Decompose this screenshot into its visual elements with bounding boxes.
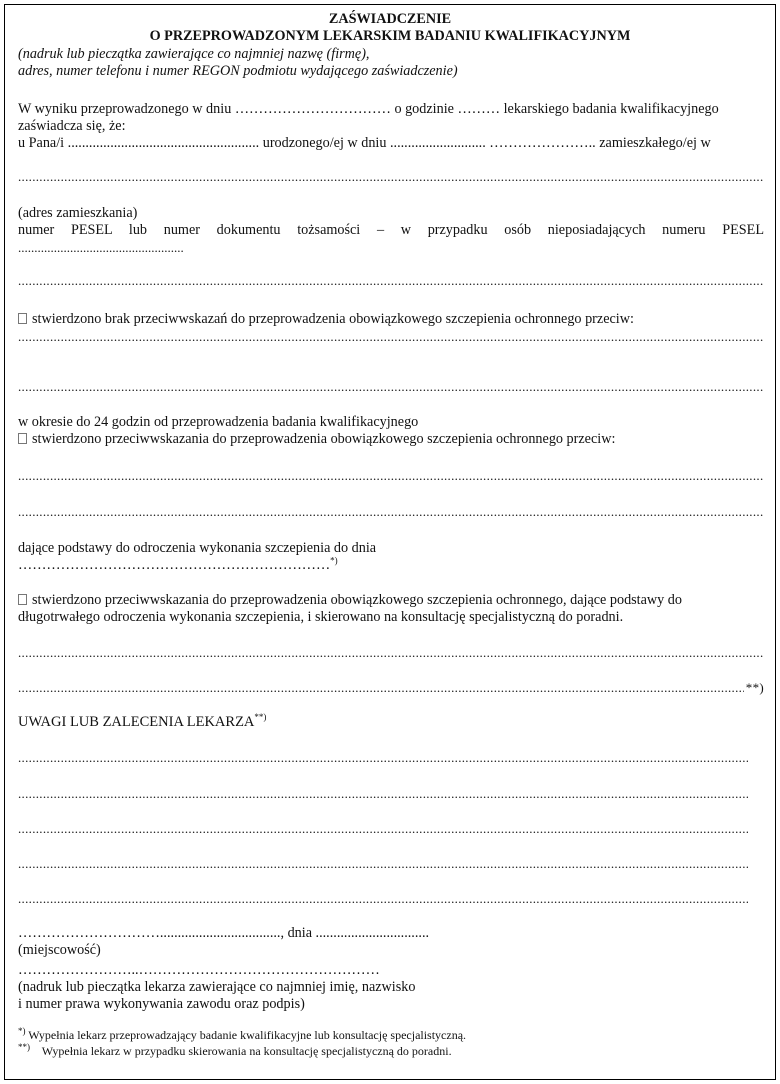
- footnote-marker-1: *): [330, 555, 338, 566]
- contraindications-label: stwierdzono przeciwwskazania do przeprowadzenia obowiązkowego szczepienia ochronnego przeciw:: [32, 431, 616, 447]
- checkbox-no-contraindications[interactable]: [18, 313, 27, 324]
- issuer-note-line-2: adres, numer telefonu i numer REGON podmiotu wydającego zaświadczenie): [18, 63, 458, 79]
- pesel-extra-field[interactable]: [18, 274, 764, 288]
- remarks-line-3[interactable]: [18, 822, 748, 836]
- place-date-line[interactable]: ………………………….................................., dnia ................................: [18, 925, 430, 941]
- certify-text: zaświadcza się, że:: [18, 118, 126, 134]
- postpone-date-field[interactable]: [18, 557, 338, 574]
- address-label: (adres zamieszkania): [18, 205, 138, 221]
- remarks-line-1[interactable]: [18, 751, 748, 765]
- address-field[interactable]: [18, 170, 764, 184]
- footnote-marker-2: **): [745, 681, 764, 695]
- long-term-contraindications-option[interactable]: [18, 592, 682, 609]
- footnote-2: [18, 1044, 452, 1058]
- contraindications-field-2[interactable]: [18, 505, 764, 519]
- within-24h-text: w okresie do 24 godzin od przeprowadzenia badania kwalifikacyjnego: [18, 414, 419, 430]
- remarks-title: [18, 714, 266, 731]
- long-term-label-line-2: długotrwałego odroczenia wykonania szczepienia, i skierowano na konsultację specjalistyczną do poradni.: [18, 609, 624, 625]
- postpone-date-dots: …………………………………………………………: [18, 557, 331, 573]
- remarks-line-2[interactable]: [18, 787, 748, 801]
- document-title: ZAŚWIADCZENIE: [328, 11, 452, 27]
- pesel-field[interactable]: ...................................................: [18, 240, 184, 255]
- vaccines-field-1[interactable]: [18, 330, 764, 344]
- consultation-field-2[interactable]: [18, 681, 764, 695]
- no-contraindications-option[interactable]: [18, 311, 634, 328]
- remarks-line-5[interactable]: [18, 892, 748, 906]
- remarks-line-4[interactable]: [18, 857, 748, 871]
- signature-note-line-1: (nadruk lub pieczątka lekarza zawierające co najmniej imię, nazwisko: [18, 979, 416, 995]
- postpone-label: dające podstawy do odroczenia wykonania szczepienia do dnia: [18, 540, 377, 556]
- place-label: (miejscowość): [18, 942, 101, 958]
- footnote-1: [18, 1028, 466, 1042]
- contraindications-option[interactable]: [18, 431, 615, 448]
- issuer-note-line-1: (nadruk lub pieczątka zawierające co najmniej nazwę (firmę),: [18, 46, 370, 62]
- exam-date-line[interactable]: W wyniku przeprowadzonego w dniu …………………………… o godzinie ……… lekarskiego badania kwalifikacyjnego: [18, 101, 719, 117]
- signature-line[interactable]: ……………………..……………………………………………: [18, 962, 380, 978]
- contraindications-field-1[interactable]: [18, 469, 764, 483]
- person-line[interactable]: u Pana/i ...................................................... urodzonego/ej w dniu ........................... ………………….. zamieszkałego/ej w: [18, 135, 711, 151]
- pesel-label: numer PESEL lub numer dokumentu tożsamości – w przypadku osób nieposiadających numeru PESEL: [18, 222, 764, 238]
- document-subtitle: O PRZEPROWADZONYM LEKARSKIM BADANIU KWALIFIKACYJNYM: [149, 28, 631, 44]
- no-contraindications-label: stwierdzono brak przeciwwskazań do przeprowadzenia obowiązkowego szczepienia ochronnego przeciw:: [32, 311, 634, 327]
- footnote-marker-3: **): [254, 712, 267, 723]
- consultation-field-1[interactable]: [18, 646, 764, 660]
- footnote-2-text: Wypełnia lekarz w przypadku skierowania na konsultację specjalistyczną do poradni.: [41, 1044, 452, 1058]
- signature-note-line-2: i numer prawa wykonywania zawodu oraz podpis): [18, 996, 305, 1012]
- footnote-1-marker: *): [18, 1026, 26, 1036]
- checkbox-long-term-contraindications[interactable]: [18, 594, 27, 605]
- footnote-1-text: Wypełnia lekarz przeprowadzający badanie kwalifikacyjne lub konsultację specjalistyczną.: [28, 1028, 467, 1042]
- footnote-2-marker: **): [18, 1042, 30, 1052]
- vaccines-field-2[interactable]: [18, 380, 764, 394]
- long-term-label-line-1: stwierdzono przeciwwskazania do przeprowadzenia obowiązkowego szczepienia ochronnego, dające podstawy do: [32, 592, 682, 608]
- remarks-title-text: UWAGI LUB ZALECENIA LEKARZA: [18, 714, 255, 730]
- checkbox-contraindications[interactable]: [18, 433, 27, 444]
